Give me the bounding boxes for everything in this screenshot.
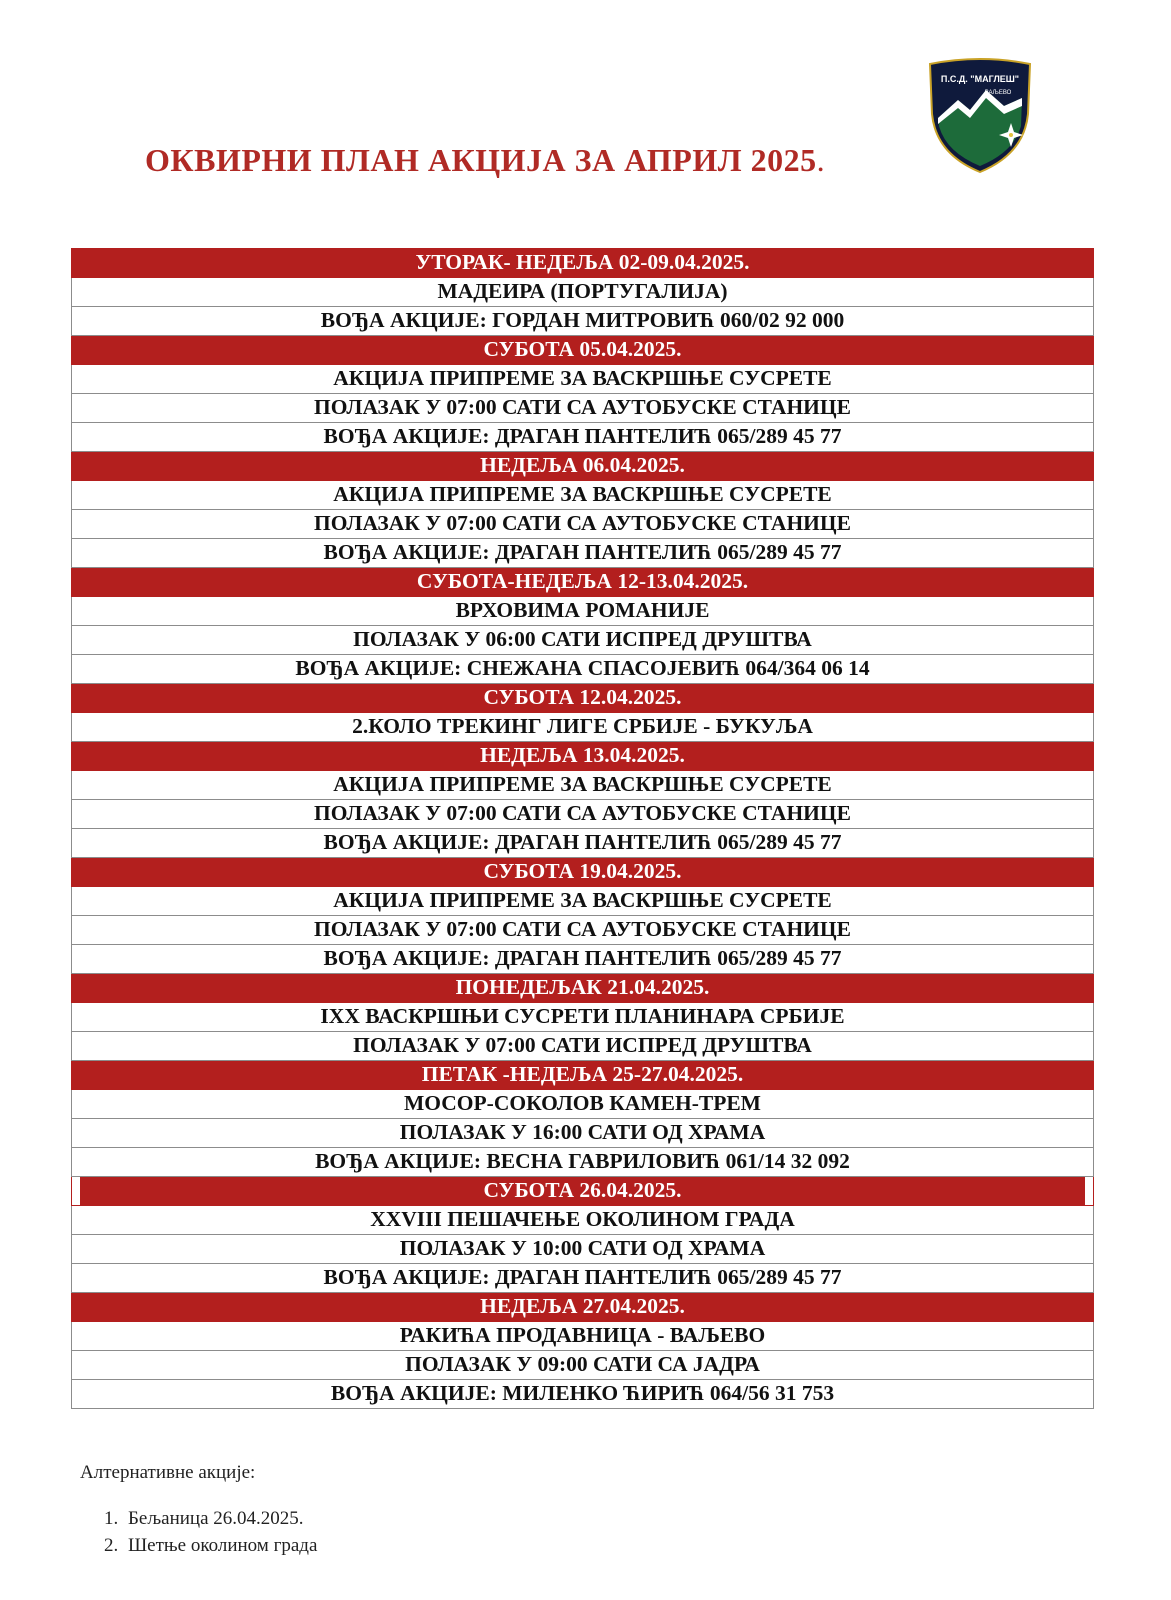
date-header-row — [72, 249, 1094, 278]
schedule-table — [71, 248, 1094, 1409]
table-row — [72, 307, 1094, 336]
date-header-cell: НЕДЕЉА 06.04.2025. — [72, 452, 1094, 481]
list-item — [104, 1508, 317, 1535]
date-header-row — [72, 1061, 1094, 1090]
table-row — [72, 1206, 1094, 1235]
table-row — [72, 539, 1094, 568]
date-header-row — [72, 974, 1094, 1003]
table-row — [72, 655, 1094, 684]
table-cell: ВОЂА АКЦИЈЕ: ДРАГАН ПАНТЕЛИЋ 065/289 45 77 — [72, 423, 1094, 452]
table-row — [72, 829, 1094, 858]
table-cell: ПОЛАЗАК У 10:00 САТИ ОД ХРАМА — [72, 1235, 1094, 1264]
table-row — [72, 1003, 1094, 1032]
table-cell: ПОЛАЗАК У 07:00 САТИ СА АУТОБУСКЕ СТАНИЦЕ — [72, 916, 1094, 945]
logo-city: ВАЉЕВО — [984, 90, 1012, 96]
table-row — [72, 365, 1094, 394]
table-cell: ВОЂА АКЦИЈЕ: ДРАГАН ПАНТЕЛИЋ 065/289 45 77 — [72, 539, 1094, 568]
table-row — [72, 1119, 1094, 1148]
date-header-row — [72, 858, 1094, 887]
table-cell: ВОЂА АКЦИЈЕ: ДРАГАН ПАНТЕЛИЋ 065/289 45 77 — [72, 829, 1094, 858]
date-header-cell: СУБОТА 19.04.2025. — [72, 858, 1094, 887]
title-main: ОКВИРНИ ПЛАН АКЦИЈА ЗА АПРИЛ 2025 — [145, 142, 817, 178]
table-cell: 2.КОЛО ТРЕКИНГ ЛИГЕ СРБИЈЕ - БУКУЉА — [72, 713, 1094, 742]
club-logo — [924, 56, 1036, 176]
date-header-cell: ПОНЕДЕЉАК 21.04.2025. — [72, 974, 1094, 1003]
date-header-cell: НЕДЕЉА 27.04.2025. — [72, 1293, 1094, 1322]
date-header-row — [72, 452, 1094, 481]
table-cell: ПОЛАЗАК У 07:00 САТИ СА АУТОБУСКЕ СТАНИЦЕ — [72, 800, 1094, 829]
table-cell: ВОЂА АКЦИЈЕ: ДРАГАН ПАНТЕЛИЋ 065/289 45 77 — [72, 945, 1094, 974]
table-cell: ПОЛАЗАК У 07:00 САТИ СА АУТОБУСКЕ СТАНИЦЕ — [72, 394, 1094, 423]
table-cell: ВОЂА АКЦИЈЕ: СНЕЖАНА СПАСОЈЕВИЋ 064/364 06 14 — [72, 655, 1094, 684]
table-cell: РАКИЋА ПРОДАВНИЦА - ВАЉЕВО — [72, 1322, 1094, 1351]
date-header-cell: СУБОТА-НЕДЕЉА 12-13.04.2025. — [72, 568, 1094, 597]
page-title — [145, 142, 825, 179]
list-item-number: 1. — [104, 1508, 119, 1529]
date-header-cell: СУБОТА 05.04.2025. — [72, 336, 1094, 365]
table-row — [72, 945, 1094, 974]
table-row — [72, 1090, 1094, 1119]
date-header-cell: СУБОТА 26.04.2025. — [72, 1177, 1094, 1206]
table-row — [72, 887, 1094, 916]
table-row — [72, 626, 1094, 655]
title-tail: . — [816, 142, 826, 178]
table-cell: ВОЂА АКЦИЈЕ: ГОРДАН МИТРОВИЋ 060/02 92 000 — [72, 307, 1094, 336]
table-cell: АКЦИЈА ПРИПРЕМЕ ЗА ВАСКРШЊЕ СУСРЕТЕ — [72, 771, 1094, 800]
table-row — [72, 1264, 1094, 1293]
table-cell: ПОЛАЗАК У 07:00 САТИ СА АУТОБУСКЕ СТАНИЦЕ — [72, 510, 1094, 539]
table-row — [72, 1148, 1094, 1177]
table-cell: ВОЂА АКЦИЈЕ: ВЕСНА ГАВРИЛОВИЋ 061/14 32 092 — [72, 1148, 1094, 1177]
table-cell: IXX ВАСКРШЊИ СУСРЕТИ ПЛАНИНАРА СРБИЈЕ — [72, 1003, 1094, 1032]
date-header-cell: НЕДЕЉА 13.04.2025. — [72, 742, 1094, 771]
table-row — [72, 800, 1094, 829]
alternatives-label: Алтернативне акције: — [80, 1462, 256, 1483]
table-cell: XXVIII ПЕШАЧЕЊЕ ОКОЛИНОМ ГРАДА — [72, 1206, 1094, 1235]
table-cell: ПОЛАЗАК У 16:00 САТИ ОД ХРАМА — [72, 1119, 1094, 1148]
list-item-text: Бељаница 26.04.2025. — [128, 1508, 304, 1529]
date-header-row — [72, 568, 1094, 597]
table-row — [72, 1032, 1094, 1061]
table-cell: ПОЛАЗАК У 07:00 САТИ ИСПРЕД ДРУШТВА — [72, 1032, 1094, 1061]
table-cell: ВОЂА АКЦИЈЕ: МИЛЕНКО ЋИРИЋ 064/56 31 753 — [72, 1380, 1094, 1409]
list-item-number: 2. — [104, 1535, 119, 1556]
table-row — [72, 394, 1094, 423]
table-row — [72, 1235, 1094, 1264]
date-header-row — [72, 1293, 1094, 1322]
table-row — [72, 771, 1094, 800]
list-item — [104, 1535, 317, 1562]
table-cell: АКЦИЈА ПРИПРЕМЕ ЗА ВАСКРШЊЕ СУСРЕТЕ — [72, 887, 1094, 916]
alternatives-list — [104, 1508, 317, 1562]
date-header-row — [72, 1177, 1094, 1206]
table-cell: АКЦИЈА ПРИПРЕМЕ ЗА ВАСКРШЊЕ СУСРЕТЕ — [72, 481, 1094, 510]
table-cell: МОСОР-СОКОЛОВ КАМЕН-ТРЕМ — [72, 1090, 1094, 1119]
table-row — [72, 713, 1094, 742]
date-header-row — [72, 336, 1094, 365]
table-row — [72, 916, 1094, 945]
table-cell: ПОЛАЗАК У 09:00 САТИ СА ЈАДРА — [72, 1351, 1094, 1380]
logo-club-name: П.С.Д. "МАГЛЕШ" — [940, 74, 1020, 84]
table-cell: АКЦИЈА ПРИПРЕМЕ ЗА ВАСКРШЊЕ СУСРЕТЕ — [72, 365, 1094, 394]
list-item-text: Шетње околином града — [128, 1535, 318, 1556]
date-header-cell: УТОРАК- НЕДЕЉА 02-09.04.2025. — [72, 249, 1094, 278]
table-row — [72, 481, 1094, 510]
table-cell: ПОЛАЗАК У 06:00 САТИ ИСПРЕД ДРУШТВА — [72, 626, 1094, 655]
table-row — [72, 423, 1094, 452]
table-row — [72, 1322, 1094, 1351]
date-header-cell: ПЕТАК -НЕДЕЉА 25-27.04.2025. — [72, 1061, 1094, 1090]
date-header-row — [72, 684, 1094, 713]
table-row — [72, 278, 1094, 307]
date-header-row — [72, 742, 1094, 771]
table-cell: ВОЂА АКЦИЈЕ: ДРАГАН ПАНТЕЛИЋ 065/289 45 77 — [72, 1264, 1094, 1293]
date-header-cell: СУБОТА 12.04.2025. — [72, 684, 1094, 713]
table-row — [72, 510, 1094, 539]
table-row — [72, 1351, 1094, 1380]
table-cell: ВРХОВИМА РОМАНИЈЕ — [72, 597, 1094, 626]
table-cell: МАДЕИРА (ПОРТУГАЛИЈА) — [72, 278, 1094, 307]
table-row — [72, 1380, 1094, 1409]
table-row — [72, 597, 1094, 626]
